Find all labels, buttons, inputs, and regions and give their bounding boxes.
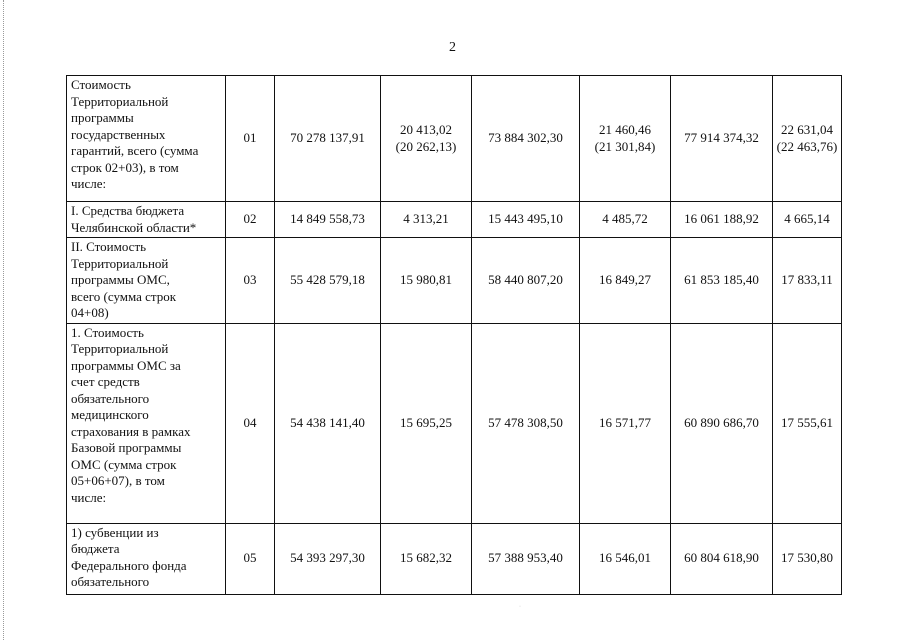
value-cell: 60 804 618,90 <box>671 523 773 594</box>
table-row <box>67 238 842 324</box>
label-line: бюджета <box>71 541 120 556</box>
value-cell: 57 478 308,50 <box>472 323 580 523</box>
value-cell <box>773 76 842 202</box>
label-line: числе: <box>71 176 107 191</box>
label-line: обязательного <box>71 390 150 406</box>
row-label-cell <box>67 76 226 202</box>
value-cell: 16 571,77 <box>580 323 671 523</box>
value-cell <box>580 76 671 202</box>
label-line: 1. Стоимость <box>71 324 144 340</box>
value-alt: (21 301,84) <box>594 138 656 154</box>
page-number: 2 <box>449 40 456 55</box>
row-code-cell: 01 <box>226 76 275 202</box>
label-line: II. Стоимость <box>71 239 147 254</box>
label-line: Базовой программы <box>71 440 182 455</box>
page-edge-rule <box>3 0 4 640</box>
value-cell: 15 443 495,10 <box>472 202 580 238</box>
row-label-cell <box>67 323 226 523</box>
label-line: 04+08) <box>71 305 109 320</box>
value-cell: 57 388 953,40 <box>472 523 580 594</box>
label-line: страхования в рамках <box>71 423 191 439</box>
value-cell: 54 438 141,40 <box>275 323 381 523</box>
label-line: Территориальной <box>71 255 169 271</box>
label-line: I. Средства бюджета <box>71 203 185 218</box>
value-main: 20 413,02 <box>400 122 452 137</box>
label-line: Территориальной <box>71 93 169 109</box>
label-line: медицинского <box>71 407 149 422</box>
value-cell: 16 061 188,92 <box>671 202 773 238</box>
value-cell: 73 884 302,30 <box>472 76 580 202</box>
value-cell: 54 393 297,30 <box>275 523 381 594</box>
value-cell <box>381 76 472 202</box>
label-line: программы ОМС за <box>71 357 181 373</box>
label-line: программы ОМС, <box>71 272 170 287</box>
label-line: счет средств <box>71 374 140 389</box>
value-cell: 16 546,01 <box>580 523 671 594</box>
table-row <box>67 202 842 238</box>
row-label-cell <box>67 523 226 594</box>
value-cell: 58 440 807,20 <box>472 238 580 324</box>
label-line: Федерального фонда <box>71 557 187 573</box>
row-code-cell: 03 <box>226 238 275 324</box>
label-line: обязательного <box>71 574 150 589</box>
value-cell: 77 914 374,32 <box>671 76 773 202</box>
value-cell: 15 980,81 <box>381 238 472 324</box>
label-line: всего (сумма строк <box>71 288 177 304</box>
value-cell: 60 890 686,70 <box>671 323 773 523</box>
label-line: государственных <box>71 126 166 142</box>
value-cell: 17 833,11 <box>773 238 842 324</box>
row-code-cell: 04 <box>226 323 275 523</box>
value-cell: 55 428 579,18 <box>275 238 381 324</box>
label-line: 1) субвенции из <box>71 524 159 540</box>
value-cell: 4 665,14 <box>773 202 842 238</box>
value-cell: 70 278 137,91 <box>275 76 381 202</box>
row-label-cell <box>67 238 226 324</box>
row-code-cell: 02 <box>226 202 275 238</box>
value-cell: 4 313,21 <box>381 202 472 238</box>
scan-speck: · <box>519 604 521 610</box>
label-line: строк 02+03), в том <box>71 159 179 175</box>
value-cell: 16 849,27 <box>580 238 671 324</box>
value-cell: 61 853 185,40 <box>671 238 773 324</box>
value-cell: 15 695,25 <box>381 323 472 523</box>
budget-table <box>66 75 842 595</box>
value-cell: 17 555,61 <box>773 323 842 523</box>
value-alt: (20 262,13) <box>395 138 457 154</box>
label-line: ОМС (сумма строк <box>71 456 177 472</box>
value-cell: 14 849 558,73 <box>275 202 381 238</box>
value-cell: 15 682,32 <box>381 523 472 594</box>
value-cell: 17 530,80 <box>773 523 842 594</box>
table-row <box>67 523 842 594</box>
label-line: числе: <box>71 489 107 505</box>
label-line: Стоимость <box>71 77 131 92</box>
label-line: Челябинской области* <box>71 219 197 235</box>
table-row <box>67 323 842 523</box>
value-alt: (22 463,76) <box>776 138 838 154</box>
label-line: гарантий, всего (сумма <box>71 143 199 158</box>
value-main: 22 631,04 <box>781 122 833 137</box>
label-line: Территориальной <box>71 341 169 356</box>
table-row <box>67 76 842 202</box>
label-line: программы <box>71 110 134 125</box>
label-line: 05+06+07), в том <box>71 473 165 488</box>
value-main: 21 460,46 <box>599 122 651 137</box>
row-label-cell <box>67 202 226 238</box>
value-cell: 4 485,72 <box>580 202 671 238</box>
row-code-cell: 05 <box>226 523 275 594</box>
